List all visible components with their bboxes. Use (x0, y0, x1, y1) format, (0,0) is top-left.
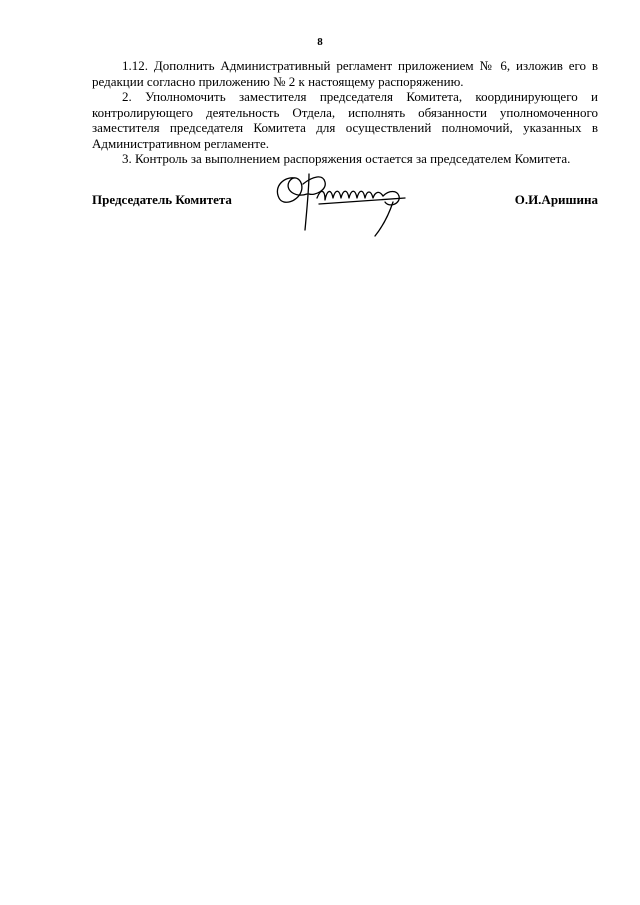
paragraph-2: 2. Уполномочить заместителя председателя Комитета, координирующего и контролирующего деятельность Отдела, исполнять обязанности уполномоченного заместителя председателя Комитета для осуществлений полномочий, указанных в Административном регламенте. (92, 89, 598, 151)
paragraph-1-12: 1.12. Дополнить Административный регламент приложением № 6, изложив его в редакции согласно приложению № 2 к настоящему распоряжению. (92, 58, 598, 89)
handwritten-signature (265, 168, 425, 240)
signatory-name: О.И.Аришина (514, 192, 598, 207)
document-body (92, 58, 598, 167)
signatory-title: Председатель Комитета (92, 192, 232, 207)
paragraph-3: 3. Контроль за выполнением распоряжения остается за председателем Комитета. (122, 151, 571, 166)
page-number: 8 (317, 36, 323, 48)
